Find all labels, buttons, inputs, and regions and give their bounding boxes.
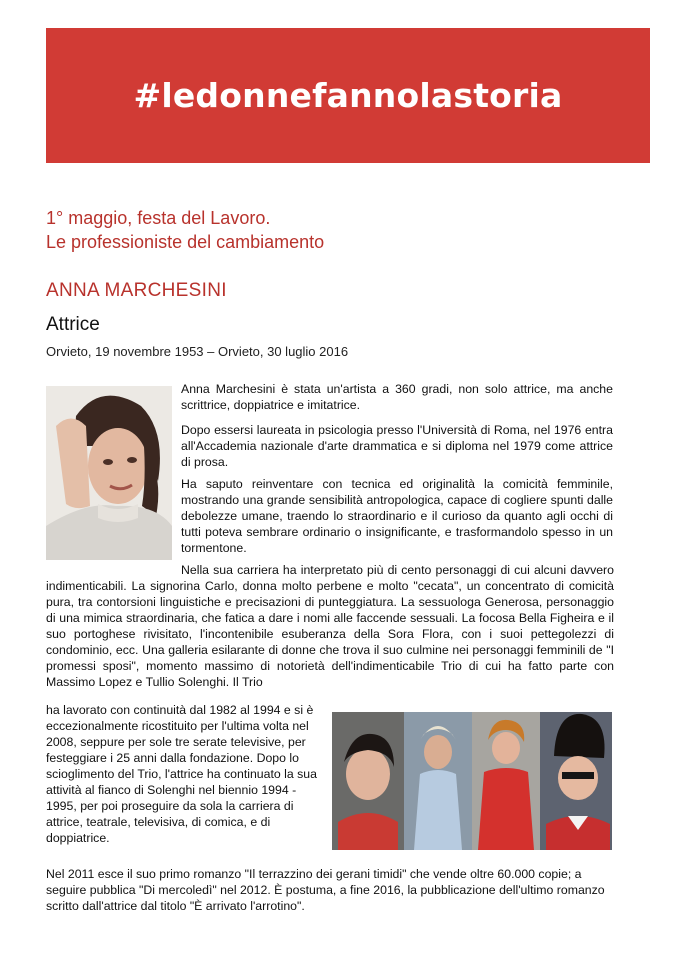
page-subtitle <box>46 206 646 254</box>
hashtag-title: #ledonnefannolastoria <box>133 76 563 115</box>
subtitle-line-2: Le professioniste del cambiamento <box>46 232 325 252</box>
subtitle-line-1: 1° maggio, festa del Lavoro. <box>46 208 271 228</box>
hashtag-banner <box>46 28 650 163</box>
characters-montage-photo <box>332 712 612 850</box>
paragraph-characters: Nella sua carriera ha interpretato più di cento personaggi di cui alcuni davvero indimenticabili. La signorina Carlo, donna molto perbene e molto "cecata", un concentrato di comicità pura, tra contorsioni linguistiche e precisazioni di punteggiatura. La sessuologa Generosa, personaggio di una mimica straordinaria, che fatica a dare i nomi alle faccende sessuali. La focosa Bella Figheira e il suo portoghese rivisitato, l'incontenibile esuberanza della Sora Flora, con i suoi pettegolezzi di condominio, ecc. Una galleria esilarante di donne che trova il suo culmine nei personaggi femminili de "I promessi sposi", momento massimo di notorietà dell'indimenticabile Trio di cui ha fatto parte con Massimo Lopez e Tullio Solenghi. Il Trio <box>46 563 614 689</box>
paragraph-trio: ha lavorato con continuità dal 1982 al 1994 e si è eccezionalmente ricostituito per l'ultima volta nel 2008, seppure per sole tre serate televisive, per festeggiare i 25 anni dalla fondazione. Dopo lo scioglimento del Trio, l'attrice ha continuato la sua attività al fianco di Solenghi nel biennio 1994 - 1995, per poi proseguire da sola la carriera di attrice, teatrale, televisiva, di comica, e di doppiatrice. <box>46 703 317 845</box>
paragraph-intro: Anna Marchesini è stata un'artista a 360 gradi, non solo attrice, ma anche scrittrice, doppiatrice e imitatrice. <box>181 382 613 412</box>
paragraph-education: Dopo essersi laureata in psicologia presso l'Università di Roma, nel 1976 entra all'Accademia nazionale d'arte drammatica e si diploma nel 1979 come attrice di prosa. <box>181 423 613 469</box>
person-role: Attrice <box>46 314 100 335</box>
paragraph-novels: Nel 2011 esce il suo primo romanzo "Il terrazzino dei gerani timidi" che vende oltre 60.000 copie; a seguire pubblica "Di mercoledì" nel 2012. È postuma, a fine 2016, la pubblicazione dell'ultimo romanzo scritto dall'attrice dal titolo "È arrivato l'arrotino". <box>46 867 605 913</box>
person-dates: Orvieto, 19 novembre 1953 – Orvieto, 30 luglio 2016 <box>46 344 349 359</box>
paragraph-comedy: Ha saputo reinventare con tecnica ed originalità la comicità femminile, mostrando una grande sensibilità antropologica, capace di cogliere spunti dalle debolezze umane, traendo lo straordinario e il curioso da quanto agli occhi di tutti poteva sembrare ordinario o insignificante, e trasformandolo spesso in un tormentone. <box>181 477 613 555</box>
portrait-photo <box>46 386 172 560</box>
person-name: ANNA MARCHESINI <box>46 280 227 301</box>
